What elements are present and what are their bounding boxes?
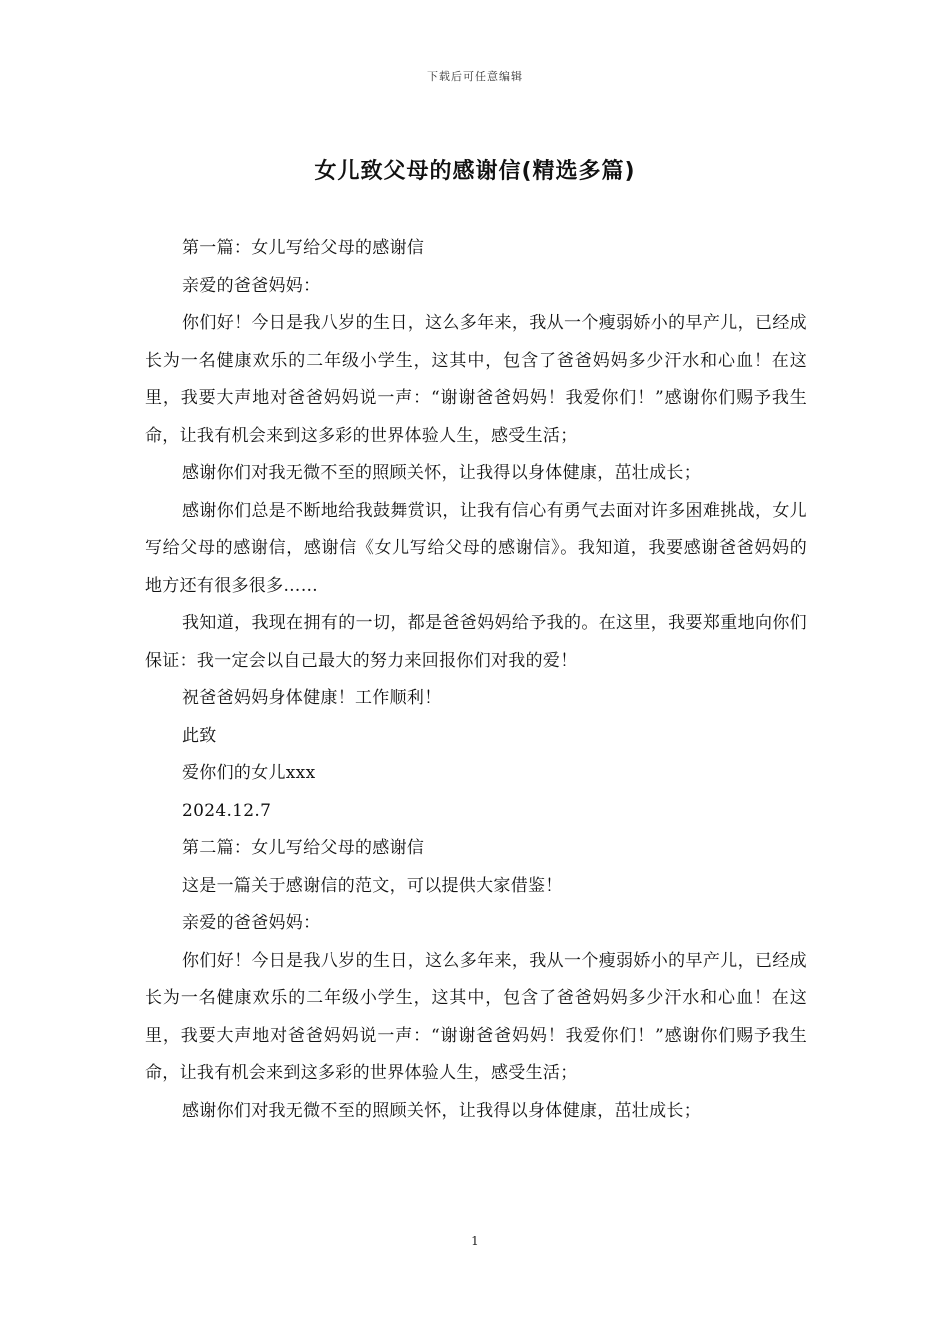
closing-wish: 祝爸爸妈妈身体健康！工作顺利！ [182, 688, 442, 708]
page-number: 1 [471, 1234, 479, 1248]
body-paragraph: 感谢你们对我无微不至的照顾关怀，让我得以身体健康，茁壮成长； [182, 463, 701, 483]
signature: 爱你们的女儿xxx [182, 763, 316, 783]
body-paragraph: 感谢你们总是不断地给我鼓舞赏识，让我有信心有勇气去面对许多困难挑战，女儿写给父母的感谢信，感谢信《女儿写给父母的感谢信》。我知道，我要感谢爸爸妈妈的地方还有很多很多…… [145, 500, 807, 596]
letter-date: 2024.12.7 [182, 800, 272, 821]
closing-salute: 此致 [182, 725, 217, 746]
salutation: 亲爱的爸爸妈妈： [182, 275, 321, 296]
section-heading-1: 第一篇：女儿写给父母的感谢信 [182, 238, 425, 258]
salutation: 亲爱的爸爸妈妈： [182, 913, 321, 933]
intro-note: 这是一篇关于感谢信的范文，可以提供大家借鉴！ [182, 875, 563, 896]
body-paragraph: 感谢你们对我无微不至的照顾关怀，让我得以身体健康，茁壮成长； [182, 1100, 701, 1121]
body-paragraph: 你们好！今日是我八岁的生日，这么多年来，我从一个瘦弱娇小的早产儿，已经成长为一名健康欢乐的二年级小学生，这其中，包含了爸爸妈妈多少汗水和心血！在这里，我要大声地对爸爸妈妈说一声：“谢谢爸爸妈妈！我爱你们！”感谢你们赐予我生命，让我有机会来到这多彩的世界体验人生，感受生活； [145, 950, 807, 1083]
body-paragraph: 我知道，我现在拥有的一切，都是爸爸妈妈给予我的。在这里，我要郑重地向你们保证：我一定会以自己最大的努力来回报你们对我的爱！ [145, 613, 807, 671]
body-paragraph: 你们好！今日是我八岁的生日，这么多年来，我从一个瘦弱娇小的早产儿，已经成长为一名健康欢乐的二年级小学生，这其中，包含了爸爸妈妈多少汗水和心血！在这里，我要大声地对爸爸妈妈说一声：“谢谢爸爸妈妈！我爱你们！”感谢你们赐予我生命，让我有机会来到这多彩的世界体验人生，感受生活； [145, 313, 807, 446]
section-heading-2: 第二篇：女儿写给父母的感谢信 [182, 838, 425, 858]
document-title: 女儿致父母的感谢信(精选多篇) [314, 159, 636, 184]
document-body [145, 230, 807, 1130]
header-note: 下载后可任意编辑 [427, 70, 523, 83]
